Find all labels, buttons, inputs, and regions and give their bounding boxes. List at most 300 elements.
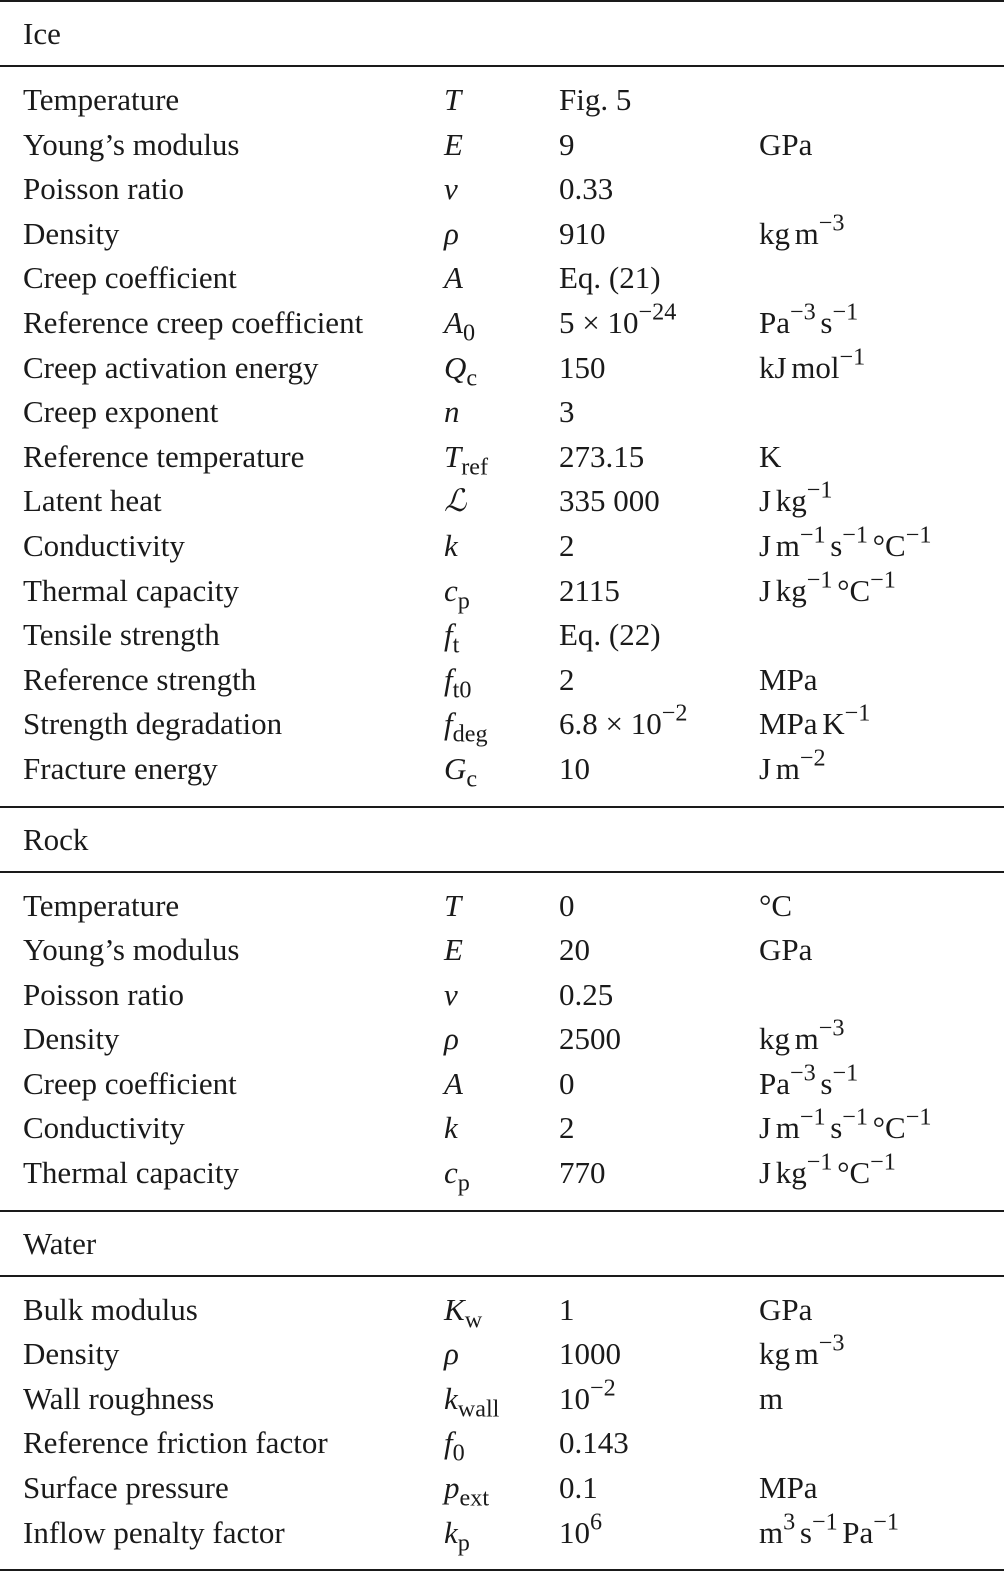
parameter-name: Conductivity (23, 1110, 185, 1146)
symbol-base: k (444, 1110, 458, 1146)
unit-exponent: −1 (870, 566, 896, 594)
section-title: Rock (23, 821, 89, 857)
unit-base: m (775, 1110, 800, 1146)
symbol-subscript: t0 (452, 676, 472, 704)
parameter-value (559, 1374, 616, 1422)
unit-base: m (794, 1336, 819, 1372)
symbol-base: ρ (444, 215, 459, 251)
symbol-base: k (444, 1380, 458, 1416)
symbol-base: k (444, 527, 458, 563)
parameter-unit (759, 1466, 818, 1511)
symbol-base: ν (444, 171, 458, 207)
parameter-symbol (444, 167, 458, 212)
unit-exponent: −3 (790, 298, 816, 326)
table-row (0, 702, 1004, 747)
unit-part (759, 439, 781, 474)
symbol-subscript: 0 (462, 319, 476, 347)
parameter-unit (759, 435, 781, 480)
parameter-value (559, 1421, 629, 1466)
table-row (0, 390, 1004, 435)
symbol-base: T (444, 438, 462, 474)
unit-base: s (830, 1110, 843, 1146)
value-text: 6.8 × 10 (559, 706, 662, 742)
unit-part (759, 298, 816, 340)
section-ice (0, 2, 1004, 808)
value-text: 10 (559, 1380, 590, 1416)
unit-base: K (759, 438, 782, 474)
value-text: 770 (559, 1155, 606, 1191)
unit-base: MPa (759, 661, 818, 697)
unit-part (759, 751, 771, 786)
parameter-value (559, 1288, 575, 1333)
unit-part (759, 127, 812, 162)
value-text: 0.1 (559, 1470, 598, 1506)
unit-base: mol (791, 349, 840, 385)
table-row (0, 658, 1004, 703)
value-text: 10 (559, 750, 590, 786)
unit-exponent: −3 (818, 1014, 845, 1042)
parameter-value (559, 167, 613, 212)
unit-part (872, 521, 932, 563)
parameter-unit (759, 1508, 900, 1556)
unit-part (759, 1336, 790, 1371)
parameter-unit (759, 744, 826, 792)
value-text: Eq. (21) (559, 260, 661, 296)
parameter-value (559, 390, 575, 435)
value-exponent: 6 (590, 1508, 603, 1536)
table-row (0, 613, 1004, 658)
value-text: 3 (559, 394, 575, 430)
unit-base: J (759, 1155, 772, 1191)
unit-exponent: −1 (905, 1104, 932, 1132)
symbol-base: G (444, 750, 467, 786)
unit-base: s (820, 1065, 833, 1101)
unit-base: kg (775, 572, 807, 608)
parameter-name: Density (23, 1336, 120, 1372)
unit-exponent: −1 (799, 521, 826, 549)
table-row (0, 1059, 1004, 1107)
parameter-unit (759, 1377, 783, 1422)
symbol-base: Q (444, 349, 467, 385)
unit-base: J (759, 483, 772, 519)
parameter-value (559, 884, 575, 929)
parameter-value (559, 1508, 603, 1556)
unit-exponent: −1 (832, 1059, 859, 1087)
table-row (0, 1014, 1004, 1062)
symbol-subscript: t (452, 631, 460, 659)
parameter-value (559, 435, 644, 480)
parameter-symbol (444, 1377, 499, 1422)
parameter-symbol (444, 390, 460, 435)
parameter-symbol (444, 123, 463, 168)
unit-base: GPa (759, 932, 813, 968)
unit-base: s (799, 1514, 812, 1550)
parameter-unit (759, 566, 896, 614)
unit-part (837, 566, 896, 608)
table-row (0, 479, 1004, 524)
parameter-name: Reference strength (23, 661, 257, 697)
value-text: 1000 (559, 1336, 621, 1372)
value-text: 0 (559, 1065, 575, 1101)
parameter-symbol (444, 1421, 465, 1466)
unit-part (820, 1059, 859, 1101)
unit-exponent: −1 (832, 298, 859, 326)
table-row (0, 1421, 1004, 1466)
parameter-name: Creep coefficient (23, 260, 237, 296)
table-row (0, 1148, 1004, 1197)
symbol-base: ρ (444, 1021, 459, 1057)
parameter-value (559, 569, 620, 614)
unit-part (775, 566, 833, 608)
parameter-name: Reference friction factor (23, 1425, 328, 1461)
parameter-value (559, 212, 606, 257)
parameter-unit (759, 479, 832, 524)
value-text: 0 (559, 887, 575, 923)
table-row (0, 256, 1004, 301)
parameter-name: Creep coefficient (23, 1065, 237, 1101)
unit-exponent: −2 (799, 744, 826, 772)
table-row (0, 78, 1004, 123)
symbol-subscript: c (466, 364, 478, 392)
symbol-base: T (444, 82, 462, 117)
parameter-symbol (444, 212, 459, 257)
symbol-base: p (444, 1470, 460, 1506)
symbol-subscript: ext (459, 1484, 490, 1512)
unit-exponent: −1 (799, 1104, 826, 1132)
parameter-unit (759, 298, 859, 346)
symbol-base: A (444, 304, 463, 340)
unit-exponent: −1 (806, 566, 833, 594)
unit-base: K (822, 706, 845, 742)
parameter-unit (759, 1329, 845, 1377)
symbol-base: n (444, 394, 460, 430)
value-text: 20 (559, 932, 590, 968)
parameter-symbol (444, 346, 477, 391)
unit-exponent: −1 (842, 1104, 868, 1132)
unit-base: s (820, 304, 833, 340)
value-text: 5 × 10 (559, 304, 639, 340)
unit-base: m (794, 215, 819, 251)
unit-part (872, 1104, 932, 1146)
value-exponent: −2 (661, 700, 688, 728)
parameter-value (559, 1062, 575, 1107)
value-text: 1 (559, 1291, 575, 1327)
parameter-name: Density (23, 1021, 120, 1057)
unit-base: m (775, 527, 800, 563)
unit-base: Pa (759, 304, 790, 340)
parameter-unit (759, 1106, 931, 1151)
parameter-symbol (444, 928, 463, 973)
symbol-base: K (444, 1291, 465, 1327)
unit-part (759, 1155, 771, 1190)
unit-base: m (759, 1514, 784, 1550)
unit-part (837, 1148, 896, 1191)
table-row (0, 435, 1004, 480)
parameter-value (559, 702, 687, 747)
parameter-unit (759, 1288, 812, 1333)
unit-exponent: −1 (806, 1148, 833, 1176)
unit-part (759, 216, 790, 251)
table-row (0, 1329, 1004, 1377)
parameter-symbol (444, 884, 461, 929)
value-text: 10 (559, 1514, 590, 1550)
unit-base: kg (759, 1021, 790, 1057)
unit-base: kg (759, 1336, 790, 1372)
unit-exponent: −1 (806, 477, 833, 505)
symbol-base: E (444, 126, 463, 162)
parameter-name: Temperature (23, 82, 180, 117)
unit-base: m (759, 1380, 784, 1416)
unit-base: °C (759, 887, 793, 923)
symbol-subscript: c (466, 765, 478, 793)
parameter-symbol (444, 256, 463, 301)
parameter-value (559, 928, 590, 973)
unit-part (775, 521, 826, 563)
unit-part (830, 521, 868, 563)
symbol-base: E (444, 932, 463, 968)
value-text: 2 (559, 1110, 575, 1146)
section-body (0, 67, 1004, 806)
parameter-name: Density (23, 215, 120, 251)
value-text: 0.25 (559, 976, 614, 1012)
parameter-unit (759, 1148, 896, 1196)
unit-part (822, 700, 871, 742)
value-text: 9 (559, 126, 575, 162)
parameter-value (559, 298, 677, 346)
unit-part (759, 1292, 812, 1327)
symbol-base: f (444, 1425, 453, 1461)
parameter-unit (759, 658, 818, 703)
parameter-value (559, 1017, 621, 1062)
parameter-symbol (444, 1288, 482, 1333)
unit-part (759, 1470, 818, 1505)
parameter-symbol (444, 747, 477, 792)
parameter-value (559, 256, 661, 301)
table-row (0, 1288, 1004, 1333)
value-text: 2115 (559, 572, 620, 608)
unit-part (842, 1508, 900, 1550)
unit-exponent: −1 (842, 521, 868, 549)
parameter-name: Strength degradation (23, 706, 283, 742)
parameter-name: Inflow penalty factor (23, 1514, 285, 1550)
value-text: 150 (559, 349, 606, 385)
parameter-symbol (444, 301, 475, 346)
table-row (0, 566, 1004, 615)
unit-base: °C (837, 1155, 871, 1191)
section-title: Ice (23, 16, 61, 51)
symbol-subscript: w (464, 1306, 483, 1334)
unit-base: m (794, 1021, 819, 1057)
unit-base: J (759, 1110, 772, 1146)
parameter-symbol (444, 1511, 470, 1556)
unit-part (759, 528, 771, 563)
unit-base: kg (759, 215, 790, 251)
unit-part (794, 209, 845, 251)
parameter-unit (759, 521, 932, 569)
parameter-unit (759, 343, 866, 391)
symbol-base: f (444, 706, 453, 742)
symbol-subscript: 0 (452, 1440, 465, 1468)
table-row (0, 1508, 1004, 1557)
parameter-value (559, 1332, 621, 1377)
unit-part (775, 1104, 826, 1146)
unit-exponent: −1 (844, 700, 871, 728)
unit-part (775, 1148, 833, 1191)
section-title: Water (23, 1225, 97, 1261)
symbol-base: T (444, 887, 462, 923)
parameter-symbol (444, 1332, 459, 1377)
symbol-base: ρ (444, 1336, 459, 1372)
section-body (0, 1277, 1004, 1570)
unit-exponent: −1 (870, 1148, 896, 1176)
parameter-symbol (444, 658, 471, 703)
unit-base: J (759, 750, 772, 786)
unit-base: °C (872, 1110, 906, 1146)
parameter-name: Tensile strength (23, 617, 220, 653)
unit-part (759, 888, 792, 923)
section-body (0, 873, 1004, 1210)
parameter-name: Creep activation energy (23, 349, 319, 385)
parameter-name: Young’s modulus (23, 126, 240, 162)
unit-base: °C (872, 527, 906, 563)
value-exponent: −2 (590, 1374, 616, 1402)
unit-exponent: 3 (783, 1508, 796, 1536)
unit-part (759, 1021, 790, 1056)
value-text: 335 000 (559, 483, 660, 519)
symbol-subscript: ref (461, 453, 489, 481)
table-row (0, 884, 1004, 929)
parameter-name: Reference creep coefficient (23, 304, 364, 340)
unit-exponent: −3 (818, 209, 845, 237)
unit-base: s (830, 527, 843, 563)
unit-part (759, 706, 818, 741)
parameter-name: Wall roughness (23, 1380, 215, 1416)
table-row (0, 521, 1004, 569)
value-text: Eq. (22) (559, 617, 661, 653)
parameter-symbol (444, 435, 488, 480)
unit-exponent: −1 (873, 1508, 900, 1536)
unit-part (775, 477, 833, 519)
table-row (0, 1106, 1004, 1151)
symbol-base: k (444, 1514, 458, 1550)
unit-part (759, 573, 771, 608)
unit-base: J (759, 572, 772, 608)
table-row (0, 123, 1004, 168)
value-text: 910 (559, 215, 606, 251)
parameter-symbol (444, 1151, 470, 1196)
unit-base: Pa (842, 1514, 874, 1550)
unit-part (759, 932, 812, 967)
unit-part (775, 744, 826, 786)
parameter-unit (759, 702, 870, 747)
unit-exponent: −1 (905, 521, 932, 549)
value-exponent: −24 (638, 298, 677, 326)
unit-base: kg (775, 483, 807, 519)
symbol-base: f (444, 617, 453, 653)
symbol-base: f (444, 661, 453, 697)
symbol-base: ν (444, 976, 458, 1012)
unit-base: MPa (759, 1470, 818, 1506)
unit-part (759, 1059, 816, 1101)
parameter-symbol (444, 1017, 459, 1062)
parameter-name: Thermal capacity (23, 1155, 240, 1191)
parameter-name: Reference temperature (23, 438, 305, 474)
value-text: 2 (559, 661, 575, 697)
symbol-subscript: p (457, 1169, 470, 1197)
parameter-name: Conductivity (23, 527, 185, 563)
table-row (0, 209, 1004, 257)
parameter-name: Thermal capacity (23, 572, 240, 608)
unit-base: °C (837, 572, 871, 608)
symbol-subscript: p (457, 1529, 470, 1557)
parameter-value (559, 1106, 575, 1151)
parameter-name: Creep exponent (23, 394, 219, 430)
unit-base: GPa (759, 126, 813, 162)
symbol-base: c (444, 572, 458, 608)
parameter-value (559, 524, 575, 569)
unit-base: m (775, 750, 800, 786)
unit-part (820, 298, 859, 340)
unit-exponent: −1 (811, 1508, 838, 1536)
symbol-base: A (444, 260, 463, 296)
parameter-symbol (444, 613, 459, 658)
table-row (0, 167, 1004, 212)
parameter-value (559, 78, 631, 123)
parameter-value (559, 1151, 606, 1196)
parameter-value (559, 658, 575, 703)
table-row (0, 1466, 1004, 1511)
symbol-subscript: wall (457, 1395, 500, 1423)
parameter-symbol (444, 973, 458, 1018)
table-row (0, 298, 1004, 347)
parameter-value (559, 123, 575, 168)
value-text: 0.33 (559, 171, 614, 207)
parameter-symbol (444, 479, 466, 524)
value-text: 0.143 (559, 1425, 629, 1461)
parameter-symbol (444, 78, 461, 123)
unit-part (759, 1508, 796, 1550)
parameter-name: Temperature (23, 887, 180, 923)
value-text: 2500 (559, 1021, 621, 1057)
table-row (0, 928, 1004, 973)
value-text: 2 (559, 527, 575, 563)
unit-base: kg (775, 1155, 807, 1191)
unit-base: Pa (759, 1065, 790, 1101)
unit-part (794, 1329, 845, 1372)
table-row (0, 343, 1004, 392)
parameter-value (559, 346, 606, 391)
value-text: Fig. 5 (559, 82, 632, 117)
unit-exponent: −3 (790, 1059, 816, 1087)
parameter-value (559, 973, 613, 1018)
unit-part (759, 662, 818, 697)
parameter-value (559, 747, 590, 792)
unit-base: GPa (759, 1291, 813, 1327)
symbol-base: ℒ (444, 483, 467, 519)
parameter-name: Latent heat (23, 483, 162, 519)
unit-part (759, 1110, 771, 1145)
section-water (0, 1212, 1004, 1571)
parameter-name: Surface pressure (23, 1470, 229, 1506)
unit-part (759, 483, 771, 518)
unit-part (794, 1014, 845, 1057)
table-row (0, 1374, 1004, 1423)
symbol-subscript: deg (452, 721, 488, 749)
unit-part (759, 1381, 783, 1416)
parameter-name: Poisson ratio (23, 976, 185, 1012)
parameter-unit (759, 928, 812, 973)
parameter-unit (759, 209, 845, 257)
